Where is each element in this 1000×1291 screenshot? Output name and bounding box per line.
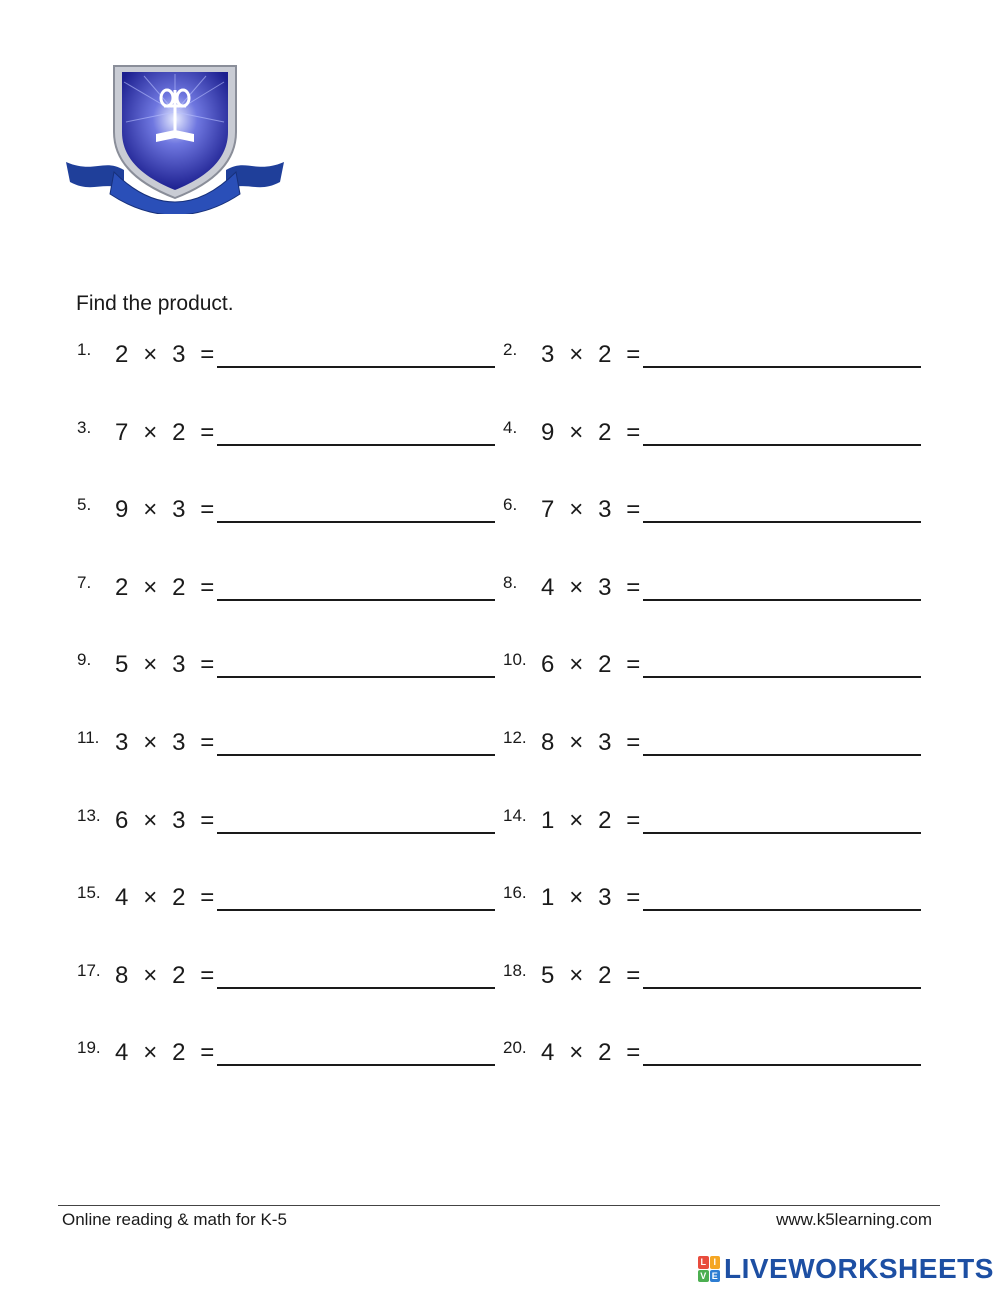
factor-b: 3 [598,884,612,911]
factor-a: 5 [115,651,129,678]
answer-input[interactable] [643,985,921,989]
factor-b: 2 [172,1039,186,1066]
problem-expression [541,574,641,602]
factor-a: 7 [541,496,555,523]
equals-sign: = [200,729,215,756]
factor-b: 2 [172,574,186,601]
factor-b: 3 [172,807,186,834]
answer-input[interactable] [643,442,921,446]
equals-sign: = [626,962,641,989]
factor-b: 2 [598,962,612,989]
equals-sign: = [626,651,641,678]
problem-expression [541,1039,641,1067]
factor-b: 3 [172,341,186,368]
problem-expression [115,962,215,990]
equals-sign: = [626,419,641,446]
badge-letter: I [710,1256,721,1269]
equals-sign: = [626,574,641,601]
times-sign: × [143,729,158,756]
problem-expression [541,884,641,912]
factor-a: 8 [115,962,129,989]
problem-number: 20. [503,1038,527,1057]
equals-sign: = [626,729,641,756]
times-sign: × [143,419,158,446]
badge-letter: E [710,1270,721,1283]
times-sign: × [143,496,158,523]
equals-sign: = [200,962,215,989]
equals-sign: = [626,341,641,368]
factor-a: 6 [541,651,555,678]
answer-input[interactable] [643,519,921,523]
answer-input[interactable] [643,752,921,756]
answer-input[interactable] [643,674,921,678]
answer-input[interactable] [217,907,495,911]
equals-sign: = [626,807,641,834]
equals-sign: = [200,419,215,446]
problem-number: 6. [503,495,518,514]
equals-sign: = [200,341,215,368]
problem-expression [541,962,641,990]
problem-number: 4. [503,418,518,437]
times-sign: × [569,962,584,989]
problem-number: 7. [77,573,92,592]
problem-expression [115,574,215,602]
footer-divider [58,1205,940,1206]
problem-expression [115,807,215,835]
factor-b: 2 [172,419,186,446]
equals-sign: = [200,807,215,834]
problem-expression [115,729,215,757]
factor-a: 4 [115,884,129,911]
instructions-heading: Find the product. [76,292,234,315]
times-sign: × [143,807,158,834]
problem-number: 17. [77,961,101,980]
factor-a: 2 [115,341,129,368]
liveworksheets-logo [698,1253,994,1285]
times-sign: × [569,419,584,446]
equals-sign: = [200,1039,215,1066]
problem-expression [115,419,215,447]
factor-a: 5 [541,962,555,989]
factor-b: 2 [172,962,186,989]
times-sign: × [569,807,584,834]
problem-number: 5. [77,495,92,514]
problem-number: 8. [503,573,518,592]
answer-input[interactable] [217,752,495,756]
factor-a: 1 [541,807,555,834]
factor-a: 3 [115,729,129,756]
badge-letter: L [698,1256,709,1269]
problem-expression [115,884,215,912]
factor-a: 9 [115,496,129,523]
answer-input[interactable] [643,830,921,834]
equals-sign: = [200,574,215,601]
problem-expression [541,729,641,757]
answer-input[interactable] [217,985,495,989]
factor-a: 8 [541,729,555,756]
answer-input[interactable] [217,364,495,368]
problem-expression [115,651,215,679]
problem-expression [541,341,641,369]
problem-number: 9. [77,650,92,669]
problem-number: 18. [503,961,527,980]
factor-b: 3 [172,651,186,678]
problem-expression [115,1039,215,1067]
factor-a: 4 [541,1039,555,1066]
factor-a: 2 [115,574,129,601]
times-sign: × [569,1039,584,1066]
factor-b: 3 [172,496,186,523]
equals-sign: = [200,496,215,523]
factor-b: 3 [598,496,612,523]
footer-website: www.k5learning.com [776,1210,932,1229]
factor-b: 2 [598,651,612,678]
problem-number: 12. [503,728,527,747]
liveworksheets-wordmark: LIVEWORKSHEETS [724,1253,994,1284]
answer-input[interactable] [643,907,921,911]
problem-number: 10. [503,650,527,669]
problem-number: 11. [77,728,100,747]
answer-input[interactable] [217,1062,495,1066]
problem-number: 19. [77,1038,101,1057]
school-crest-logo [64,62,286,214]
factor-a: 4 [115,1039,129,1066]
factor-b: 2 [172,884,186,911]
answer-input[interactable] [643,597,921,601]
factor-a: 9 [541,419,555,446]
times-sign: × [569,574,584,601]
answer-input[interactable] [217,830,495,834]
factor-b: 2 [598,419,612,446]
factor-b: 2 [598,341,612,368]
problem-expression [115,341,215,369]
problem-expression [115,496,215,524]
equals-sign: = [626,1039,641,1066]
problem-number: 15. [77,883,101,902]
answer-input[interactable] [217,597,495,601]
times-sign: × [143,651,158,678]
badge-letter: V [698,1270,709,1283]
factor-a: 4 [541,574,555,601]
times-sign: × [569,651,584,678]
factor-a: 3 [541,341,555,368]
problem-number: 16. [503,883,527,902]
problem-expression [541,651,641,679]
answer-input[interactable] [643,1062,921,1066]
times-sign: × [143,884,158,911]
problem-expression [541,807,641,835]
factor-a: 6 [115,807,129,834]
problem-number: 13. [77,806,101,825]
times-sign: × [569,884,584,911]
factor-b: 3 [598,574,612,601]
problem-number: 14. [503,806,527,825]
equals-sign: = [200,884,215,911]
answer-input[interactable] [217,674,495,678]
factor-b: 3 [598,729,612,756]
times-sign: × [143,1039,158,1066]
footer-tagline: Online reading & math for K-5 [62,1210,287,1229]
answer-input[interactable] [217,442,495,446]
factor-a: 7 [115,419,129,446]
answer-input[interactable] [217,519,495,523]
answer-input[interactable] [643,364,921,368]
equals-sign: = [200,651,215,678]
problem-number: 1. [77,340,92,359]
problem-expression [541,419,641,447]
factor-b: 3 [172,729,186,756]
times-sign: × [143,574,158,601]
problem-number: 3. [77,418,92,437]
times-sign: × [143,341,158,368]
factor-a: 1 [541,884,555,911]
times-sign: × [143,962,158,989]
times-sign: × [569,729,584,756]
equals-sign: = [626,884,641,911]
factor-b: 2 [598,1039,612,1066]
factor-b: 2 [598,807,612,834]
liveworksheets-badge-icon [698,1256,720,1282]
problem-expression [541,496,641,524]
problem-number: 2. [503,340,518,359]
times-sign: × [569,496,584,523]
equals-sign: = [626,496,641,523]
times-sign: × [569,341,584,368]
